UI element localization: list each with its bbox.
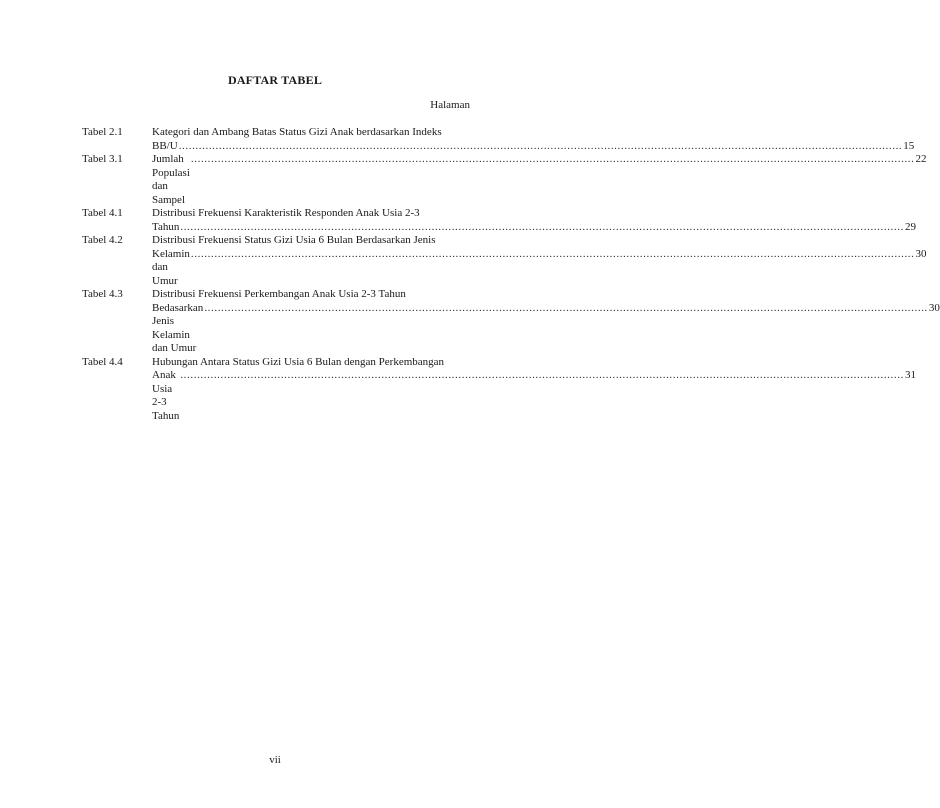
table-title: Jumlah Populasi dan Sampel xyxy=(152,153,190,206)
table-title-cont: BB/U xyxy=(152,139,178,152)
page-column-header: Halaman xyxy=(430,99,470,111)
table-label: Tabel 3.1 xyxy=(82,153,123,165)
page-number: 30 xyxy=(928,301,940,314)
list-item xyxy=(82,153,927,207)
table-title: Distribusi Frekuensi Perkembangan Anak Usia 2-3 Tahun xyxy=(152,288,406,300)
list-item xyxy=(82,355,916,424)
table-title-cont: Anak Usia 2-3 Tahun xyxy=(152,369,180,422)
table-title: Kategori dan Ambang Batas Status Gizi Anak berdasarkan Indeks xyxy=(152,126,442,138)
table-label: Tabel 4.4 xyxy=(82,355,123,368)
table-label: Tabel 4.1 xyxy=(82,207,123,219)
table-label: Tabel 4.2 xyxy=(82,234,123,246)
list-item xyxy=(82,234,927,288)
leader-dots xyxy=(179,140,903,154)
leader-dots xyxy=(180,369,904,383)
list-item xyxy=(82,288,940,356)
table-title: Distribusi Frekuensi Karakteristik Responden Anak Usia 2-3 xyxy=(152,207,420,219)
table-label: Tabel 4.3 xyxy=(82,288,123,300)
table-label: Tabel 2.1 xyxy=(82,126,123,138)
page-number: 30 xyxy=(915,247,927,260)
list-item xyxy=(82,126,915,153)
table-title-cont: Tahun xyxy=(152,220,180,233)
list-item xyxy=(82,207,916,234)
table-title-cont: Bedasarkan Jenis Kelamin dan Umur xyxy=(152,301,204,354)
table-title: Distribusi Frekuensi Status Gizi Usia 6 Bulan Berdasarkan Jenis xyxy=(152,234,436,246)
page-number: 31 xyxy=(904,369,916,381)
page-title: DAFTAR TABEL xyxy=(227,73,323,87)
page-number: 29 xyxy=(904,220,916,233)
table-list xyxy=(82,126,940,423)
leader-dots xyxy=(191,248,915,262)
page-number: 15 xyxy=(903,139,915,152)
table-title-cont: Kelamin dan Umur xyxy=(152,247,190,287)
leader-dots xyxy=(204,302,928,316)
page-number: 22 xyxy=(915,153,927,165)
table-title: Hubungan Antara Status Gizi Usia 6 Bulan dengan Perkembangan xyxy=(152,355,445,368)
page-footer-number: vii xyxy=(269,754,281,766)
leader-dots xyxy=(191,153,915,167)
leader-dots xyxy=(180,221,904,235)
